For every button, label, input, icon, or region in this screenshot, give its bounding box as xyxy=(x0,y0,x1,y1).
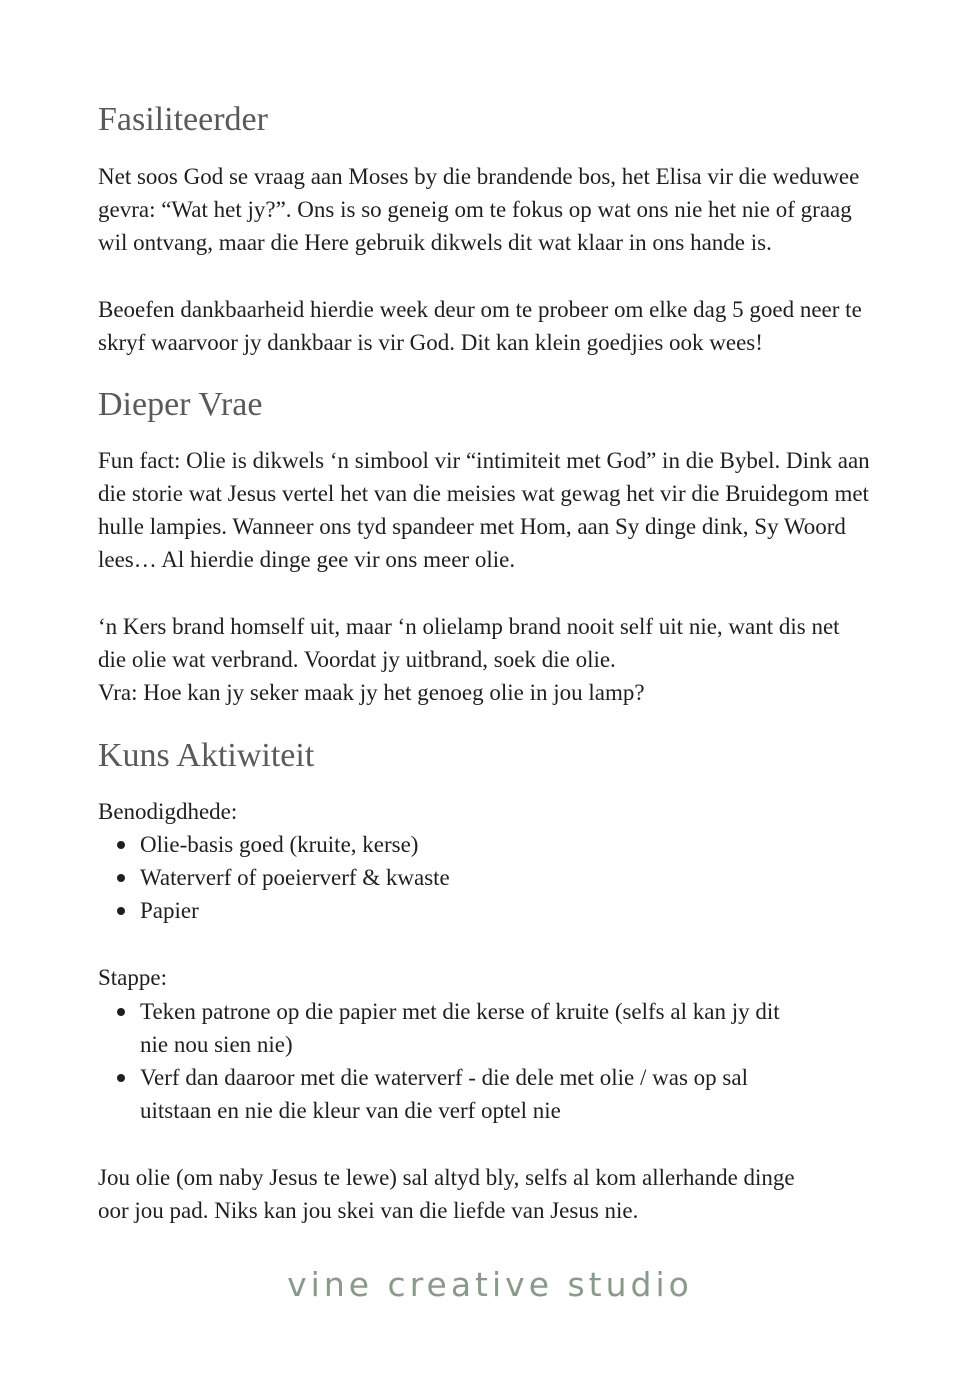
list-item-continuation: nie nou sien nie) xyxy=(140,1032,293,1057)
list-item-continuation: uitstaan en nie die kleur van die verf optel nie xyxy=(140,1098,561,1123)
closing-line: oor jou pad. Niks kan jou skei van die liefde van Jesus nie. xyxy=(98,1198,639,1223)
closing-line: Jou olie (om naby Jesus te lewe) sal altyd bly, selfs al kom allerhande dinge xyxy=(98,1165,795,1190)
list-item: Verf dan daaroor met die waterverf - die dele met olie / was op sal xyxy=(140,1065,748,1090)
paragraph-line: Vra: Hoe kan jy seker maak jy het genoeg olie in jou lamp? xyxy=(98,680,645,705)
bullet-icon xyxy=(117,874,125,882)
bullet-icon xyxy=(117,907,125,915)
list-item: Olie-basis goed (kruite, kerse) xyxy=(140,832,419,857)
paragraph-line: gevra: “Wat het jy?”. Ons is so geneig om te fokus op wat ons nie het nie of graag xyxy=(98,197,852,222)
supplies-label: Benodigdhede: xyxy=(98,799,238,824)
paragraph-line: die storie wat Jesus vertel het van die meisies wat gewag het vir die Bruidegom met xyxy=(98,481,869,506)
paragraph-line: lees… Al hierdie dinge gee vir ons meer olie. xyxy=(98,547,516,572)
list-item: Waterverf of poeierverf & kwaste xyxy=(140,865,450,890)
heading-kuns-aktiwiteit: Kuns Aktiwiteit xyxy=(98,737,315,774)
list-item: Teken patrone op die papier met die kerse of kruite (selfs al kan jy dit xyxy=(140,999,780,1024)
paragraph-line: Fun fact: Olie is dikwels ‘n simbool vir “intimiteit met God” in die Bybel. Dink aan xyxy=(98,448,870,473)
steps-label: Stappe: xyxy=(98,965,167,990)
footer-brand: vine creative studio xyxy=(287,1265,693,1304)
paragraph-line: hulle lampies. Wanneer ons tyd spandeer met Hom, aan Sy dinge dink, Sy Woord xyxy=(98,514,846,539)
paragraph-line: wil ontvang, maar die Here gebruik dikwels dit wat klaar in ons hande is. xyxy=(98,230,772,255)
bullet-icon xyxy=(117,841,125,849)
paragraph-line: Beoefen dankbaarheid hierdie week deur om te probeer om elke dag 5 goed neer te xyxy=(98,297,862,322)
bullet-icon xyxy=(117,1008,125,1016)
paragraph-line: die olie wat verbrand. Voordat jy uitbrand, soek die olie. xyxy=(98,647,616,672)
paragraph-line: skryf waarvoor jy dankbaar is vir God. Dit kan klein goedjies ook wees! xyxy=(98,330,763,355)
list-item: Papier xyxy=(140,898,199,923)
heading-dieper-vrae: Dieper Vrae xyxy=(98,386,263,423)
bullet-icon xyxy=(117,1074,125,1082)
paragraph-line: Net soos God se vraag aan Moses by die brandende bos, het Elisa vir die weduwee xyxy=(98,164,860,189)
heading-fasiliteerder: Fasiliteerder xyxy=(98,101,268,138)
paragraph-line: ‘n Kers brand homself uit, maar ‘n olielamp brand nooit self uit nie, want dis net xyxy=(98,614,840,639)
